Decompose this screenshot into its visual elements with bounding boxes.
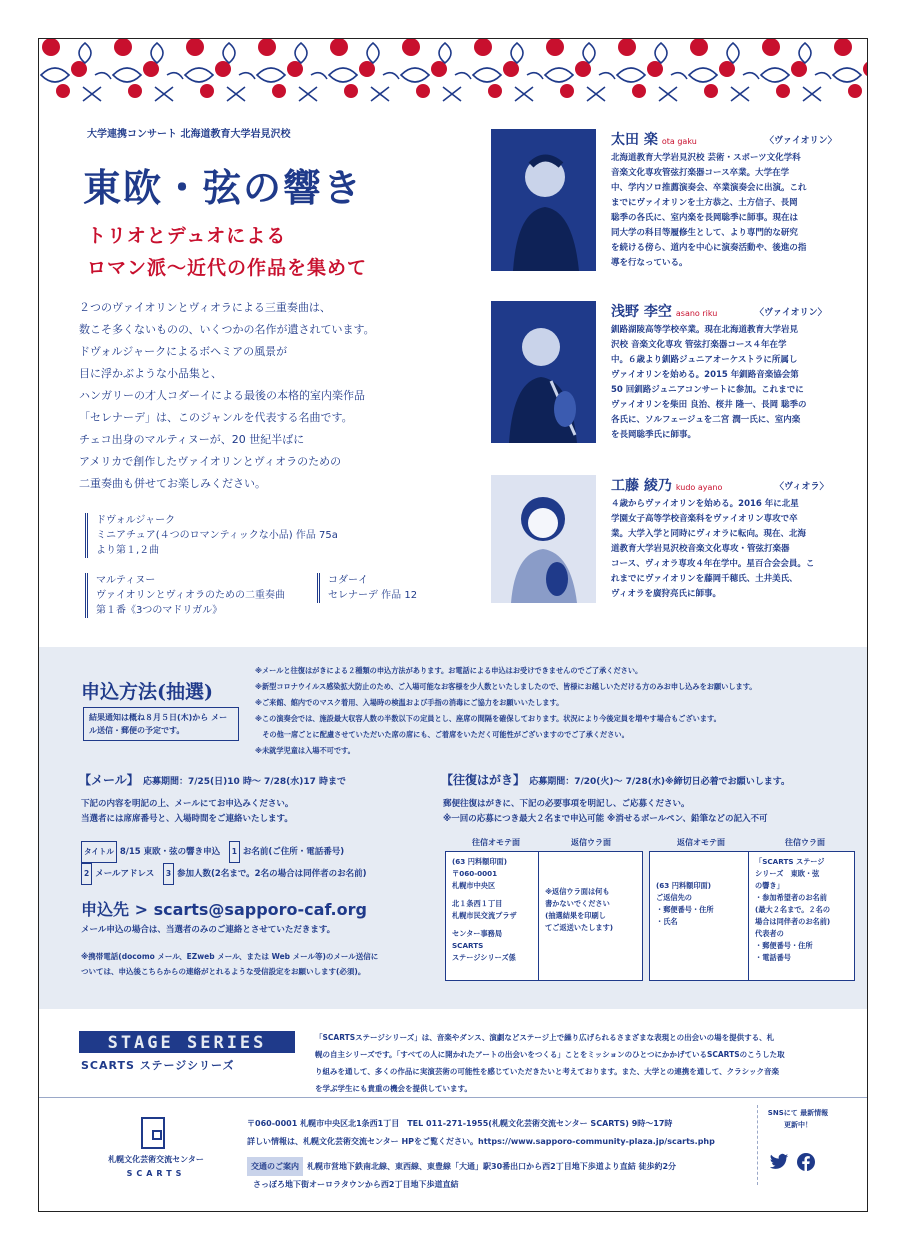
work-note: 第１番《3つのマドリガル》 <box>96 605 223 616</box>
performer-instrument: 〈ヴィオラ〉 <box>775 482 829 492</box>
performer-bio: ４歳からヴァイオリンを始める。2016 年に北星 学園女子高等学校音楽科をヴァイオリン専攻で卒 業。大学入学と同時にヴィオラに転向。現在、北海 道教育大学岩見沢校音楽文化専攻・管弦打楽器 コース、ヴィオラ専攻４年在学中。星百合会会員。こ れまでにヴァイオリンを藤岡千穂氏、土井美氏、 ヴィオラを廣狩亮氏に師事。 <box>611 499 815 599</box>
performer-name: 太田 楽 ota gaku <box>611 132 697 148</box>
composer-name: ドヴォルジャーク <box>96 515 176 526</box>
tag-title: タイトル <box>81 841 117 863</box>
performer-romaji: kudo ayano <box>675 483 723 492</box>
stage-logo-text: STAGE SERIES <box>107 1033 267 1053</box>
stage-series-desc: 「SCARTSステージシリーズ」は、音楽やダンス、演劇などステージ上で繰り広げられるさまざまな表現との出会いの場を提供する、札 幌の自主シリーズです。「すべての人に開かれたアートの出会いをつくる」ことをミッションのひとつにかかげているSCARTSのこうした取 り組みを通して、多くの作品に実演芸術の可能性を感じていただきたいと考えております。また、大学との連携を通して、クラシック音楽 を学ぶ学生にも貴重の機会を提供しています。 <box>315 1033 785 1093</box>
facebook-icon[interactable] <box>797 1153 815 1171</box>
event-title: 東欧・弦の響き <box>83 165 364 210</box>
composer-name: コダーイ <box>328 575 368 586</box>
intro-line: ハンガリーの才人コダーイによる最後の本格的室内楽作品 <box>79 389 365 402</box>
intro-line: 「セレナーデ」は、このジャンルを代表する名曲です。 <box>79 411 353 424</box>
intro-line: アメリカで創作したヴァイオリンとヴィオラのための <box>79 455 342 468</box>
composer-name: マルティヌー <box>96 575 156 586</box>
tagline-line-1: トリオとデュオによる <box>87 225 287 247</box>
footer-address: 〒060-0001 札幌市中央区北1条西1丁目 TEL 011-271-1955(札幌文化芸術交流センター SCARTS) 9時～17時 <box>247 1119 673 1128</box>
performer-bio: 北海道教育大学岩見沢校 芸術・スポーツ文化学科 音楽文化専攻管弦打楽器コース卒業。大学在学 中、学内ソロ推薦演奏会、卒業演奏会に出演。これ までにヴァイオリンを土方恭之、土方信子、長岡 聡季の各氏に、室内楽を長岡聡季に師事。現在は 同大学の科目等履修生として、より専門的な研究 を続ける傍ら、道内を中心に演奏活動や、後進の指 導を行なっている。 <box>611 153 807 268</box>
scarts-logo-icon <box>141 1117 165 1149</box>
program-kodaly <box>317 573 447 603</box>
tag-3: 3 <box>163 863 174 885</box>
org-name-en: SCARTS <box>126 1169 186 1178</box>
twitter-icon[interactable] <box>769 1153 789 1171</box>
intro-line: 目に浮かぶような小品集と、 <box>79 367 222 380</box>
berry-pattern <box>39 39 868 109</box>
intro-line: 二重奏曲も併せてお楽しみください。 <box>79 477 266 490</box>
intro-line: ドヴォルジャークによるボヘミアの風景が <box>79 345 288 358</box>
performer-instrument: 〈ヴァイオリン〉 <box>765 136 837 146</box>
performer-romaji: asano riku <box>675 309 718 318</box>
work-note: より第１,２曲 <box>96 545 160 556</box>
tagline-line-2: ロマン派～近代の作品を集めて <box>87 257 368 279</box>
event-subtitle: 大学連携コンサート 北海道教育大学岩見沢校 <box>87 129 291 140</box>
footer-divider <box>39 1097 868 1098</box>
postcard-reply-back: ※返信ウラ面は何も 書かないでください (抽選結果を印刷し てご返送いたします) <box>545 887 614 932</box>
postcard-outgoing-back: 「SCARTS ステージ シリーズ 東欧・弦 の響き」 ・参加希望者のお名前 (最大２名まで。２名の 場合は同伴者のお名前) 代表者の ・郵便番号・住所 ・電話番号 <box>755 857 831 962</box>
apply-notes: ※メールと往復はがきによる２種類の申込方法があります。お電話による申込はお受けできませんのでご了承ください。 ※新型コロナウイルス感染拡大防止のため、ご入場可能なお客様を少人数といたしましたので、皆様にお越しいただける方のみお申し込みをお願いします。 ※ご来館、館内でのマスク着用、入場時の検温および手指の消毒にご協力をお願いいたします。 ※この演奏会では、施設最大収容人数の半数以下の定員とし、座席の間隔を確保しております。状況により今後定員を増やす場合もございます。 その他一席ごとに配慮させていただいた席の席にも、ご着席をいただく可能性がございますのでご了承ください。 ※未就学児童は入場不可です。 <box>255 666 757 755</box>
program-martinu <box>85 573 313 618</box>
performer-photo-kudo <box>491 475 596 603</box>
footer-info: 詳しい情報は、札幌文化芸術交流センター HPをご覧ください。https://www.sapporo-community-plaza.jp/scarts.php <box>247 1137 715 1146</box>
postcard-desc: 郵便往復はがきに、下記の必要事項を明記し、ご応募ください。 ※一回の応募につき最大２名まで申込可能 ※消せるボールペン、鉛筆などの記入不可 <box>443 799 768 824</box>
postcard-col-head: 返信ウラ面 <box>571 838 611 847</box>
tag-2: 2 <box>81 863 92 885</box>
performer-name: 工藤 綾乃 kudo ayano <box>611 478 723 494</box>
sns-label: SNSにて 最新情報 更新中！ <box>767 1109 829 1129</box>
postcard-reply <box>649 851 855 981</box>
mail-desc: 下記の内容を明記の上、メールにてお申込みください。 当選者には席席番号と、入場時間をご連絡いたします。 <box>81 799 294 824</box>
stage-series-label: SCARTS ステージシリーズ <box>81 1059 235 1072</box>
mail-fields: タイトル 8/15 東欧・弦の響き申込 1 お名前(ご住所・電話番号) 2 メールアドレス 3 参加人数(2名まで。2名の場合は同伴者のお名前) <box>81 841 441 885</box>
postcard-col-head: 往信ウラ面 <box>785 838 825 847</box>
postcard-heading: 【往復はがき】 応募期間：7/20(火)～ 7/28(水)※締切日必着でお願いします。 <box>441 773 790 787</box>
postcard-reply-front: (63 円料額印面) ご返信先の ・郵便番号・住所 ・氏名 <box>650 852 749 980</box>
performer-romaji: ota gaku <box>661 137 697 146</box>
apply-heading: 申込方法(抽選) <box>81 681 213 703</box>
postcard-col-head: 往信オモテ面 <box>472 838 520 847</box>
intro-line: 数こそ多くないものの、いくつかの名作が遺されています。 <box>79 323 375 336</box>
postcard-outgoing <box>445 851 643 981</box>
performer-bio: 釧路湖陵高等学校卒業。現在北海道教育大学岩見 沢校 音楽文化専攻 管弦打楽器コース４年在学 中。６歳より釧路ジュニアオーケストラに所属し ヴァイオリンを始める。2015 年釧路音楽協会第 50 回釧路ジュニアコンサートに参加。これまでに ヴァイオリンを柴田 良治、桜井 隆一、長岡 聡季の 各氏に、ソルフェージュを二宮 潤一氏に、室内楽 を長岡聡季氏に師事。 <box>611 325 807 440</box>
intro-line: ２つのヴァイオリンとヴィオラによる三重奏曲は、 <box>79 301 331 314</box>
result-notice: 結果通知は概ね８月５日(木)から メール送信・郵便の予定です。 <box>83 707 239 741</box>
footer-sep <box>757 1105 758 1185</box>
mail-after: メール申込の場合は、当選者のみのご連絡とさせていただきます。 <box>81 925 336 935</box>
intro-text <box>79 297 459 495</box>
postcard-col-head: 返信オモテ面 <box>677 838 725 847</box>
program-dvorak <box>85 513 415 558</box>
carrier-note: ※携帯電話(docomo メール、EZweb メール、または Web メール等)のメール送信に ついては、申込後こちらからの連絡がとれるような受信設定をお願いします(必須)。 <box>81 952 379 976</box>
performer-name: 浅野 李空 asano riku <box>611 304 718 320</box>
intro-line: チェコ出身のマルティヌーが、20 世紀半ばに <box>79 433 305 446</box>
performer-photo-asano <box>491 301 596 443</box>
work-title: ミニアチュア(４つのロマンティックな小品) 作品 75a <box>96 530 338 541</box>
footer-access: 交通のご案内 札幌市営地下鉄南北線、東西線、東豊線「大通」駅30番出口から西2丁目地下歩道より直結 徒歩約2分 さっぽろ地下街オーロラタウンから西2丁目地下歩道直結 <box>247 1157 767 1193</box>
email-address[interactable]: 申込先 > scarts@sapporo-caf.org <box>81 900 367 919</box>
org-name: 札幌文化芸術交流センター <box>108 1155 204 1164</box>
stage-series-logo <box>79 1031 295 1053</box>
work-title: ヴァイオリンとヴィオラのための二重奏曲 <box>96 590 285 601</box>
access-tag: 交通のご案内 <box>247 1157 303 1176</box>
flyer <box>38 38 868 1212</box>
performer-photo-ota <box>491 129 596 271</box>
tag-1: 1 <box>229 841 240 863</box>
postcard-front: (63 円料額印面) 〒060-0001 札幌市中央区 北１条西１丁目 札幌市民交流プラザ センター事務局 SCARTS ステージシリーズ係 <box>446 852 539 980</box>
performer-instrument: 〈ヴァイオリン〉 <box>755 308 827 318</box>
work-title: セレナーデ 作品 12 <box>328 590 418 601</box>
mail-heading: 【メール】 応募期間：7/25(日)10 時～ 7/28(水)17 時まで <box>79 773 347 787</box>
